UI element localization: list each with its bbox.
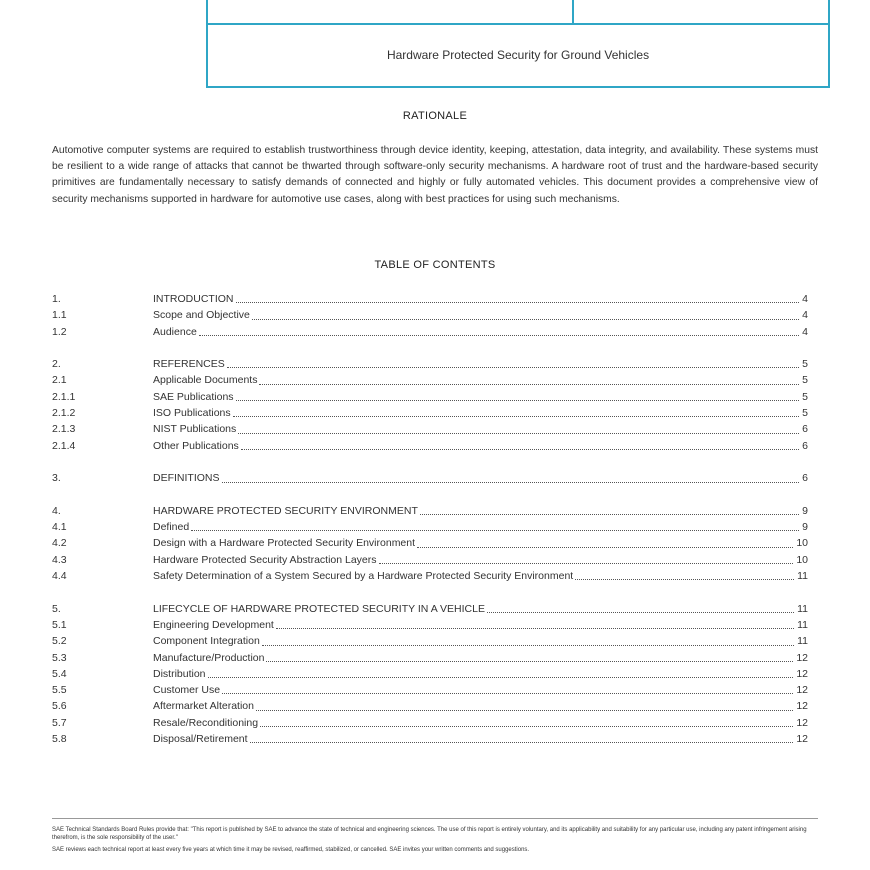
toc-spacer: [52, 584, 808, 600]
toc-entry[interactable]: [52, 438, 808, 454]
toc-entry[interactable]: [52, 307, 808, 323]
toc-entry-title: ISO Publications: [153, 407, 231, 420]
toc-dot-leader: [222, 481, 800, 483]
footer-divider: [52, 818, 818, 819]
toc-entry-page: 6: [802, 423, 808, 436]
footer-paragraph-2: SAE reviews each technical report at least every five years at which time it may be revised, reaffirmed, stabilized, or cancelled. SAE invites your written comments and suggestions.: [52, 847, 530, 853]
toc-entry-title: Hardware Protected Security Abstraction Layers: [153, 553, 377, 566]
toc-entry-title: Engineering Development: [153, 618, 274, 631]
toc-entry-title: Distribution: [153, 667, 206, 680]
toc-entry-number: 1.2: [52, 325, 67, 338]
toc-entry-number: 3.: [52, 472, 61, 485]
toc-entry[interactable]: [52, 731, 808, 747]
toc-entry-title: LIFECYCLE OF HARDWARE PROTECTED SECURITY IN A VEHICLE: [153, 602, 485, 615]
toc-dot-leader: [236, 301, 800, 303]
toc-entry-number: 1.1: [52, 309, 67, 322]
toc-dot-leader: [262, 644, 794, 646]
toc-entry-number: 1.: [52, 293, 61, 305]
toc-entry-title: HARDWARE PROTECTED SECURITY ENVIRONMENT: [153, 504, 418, 517]
toc-entry-number: 5.3: [52, 651, 67, 664]
toc-dot-leader: [379, 562, 794, 564]
toc-entry-title: DEFINITIONS: [153, 472, 220, 485]
toc-entry-page: 12: [796, 733, 808, 746]
toc-entry-number: 4.: [52, 504, 61, 517]
toc-entry-title: Manufacture/Production: [153, 651, 265, 664]
toc-entry-number: 5.1: [52, 618, 67, 631]
toc-dot-leader: [259, 383, 799, 385]
toc-entry-title: Audience: [153, 325, 197, 338]
toc-entry[interactable]: [52, 715, 808, 731]
toc-spacer: [52, 454, 808, 470]
document-title-box: [206, 0, 830, 88]
toc-entry-page: 4: [802, 309, 808, 322]
toc-dot-leader: [191, 529, 799, 531]
toc-entry-number: 4.2: [52, 537, 67, 550]
toc-entry-title: INTRODUCTION: [153, 293, 234, 305]
toc-heading: TABLE OF CONTENTS: [374, 259, 496, 271]
toc-spacer: [52, 340, 808, 356]
toc-entry[interactable]: [52, 601, 808, 617]
toc-entry-title: Safety Determination of a System Secured by a Hardware Protected Security Environment: [153, 570, 574, 583]
toc-entry-number: 4.1: [52, 521, 67, 534]
toc-entry[interactable]: [52, 682, 808, 698]
toc-entry-title: SAE Publications: [153, 390, 234, 403]
toc-entry-title: Scope and Objective: [153, 309, 250, 322]
toc-entry-number: 5.7: [52, 716, 67, 729]
toc-entry[interactable]: [52, 470, 808, 486]
toc-entry-page: 11: [797, 618, 808, 631]
toc-dot-leader: [236, 399, 800, 401]
toc-dot-leader: [222, 692, 793, 694]
document-title: Hardware Protected Security for Ground Vehicles: [386, 48, 650, 62]
toc-dot-leader: [199, 334, 799, 336]
toc-entry-number: 2.1.3: [52, 423, 76, 436]
toc-entry[interactable]: [52, 568, 808, 584]
toc-entry-title: Aftermarket Alteration: [153, 700, 254, 713]
toc-dot-leader: [256, 709, 793, 711]
toc-entry-page: 12: [796, 716, 808, 729]
toc-entry-title: Applicable Documents: [153, 374, 258, 387]
toc-dot-leader: [227, 366, 799, 368]
toc-entry-page: 9: [802, 521, 808, 534]
toc-entry[interactable]: [52, 617, 808, 633]
toc-entry-title: Other Publications: [153, 439, 239, 452]
toc-entry[interactable]: [52, 633, 808, 649]
toc-entry[interactable]: [52, 666, 808, 682]
table-of-contents: [52, 291, 808, 747]
toc-entry-page: 5: [802, 358, 808, 371]
footer-notice: [52, 826, 818, 858]
toc-entry-page: 10: [796, 537, 808, 550]
toc-entry[interactable]: [52, 356, 808, 372]
toc-entry-number: 4.3: [52, 553, 67, 566]
toc-entry[interactable]: [52, 503, 808, 519]
toc-entry[interactable]: [52, 324, 808, 340]
toc-entry[interactable]: [52, 405, 808, 421]
toc-entry-number: 4.4: [52, 570, 67, 583]
title-box-divider: [572, 0, 574, 23]
toc-dot-leader: [487, 611, 794, 613]
toc-entry-number: 2.: [52, 358, 61, 371]
title-box-top-row: [208, 0, 828, 25]
toc-entry-title: REFERENCES: [153, 358, 225, 371]
toc-entry[interactable]: [52, 698, 808, 714]
toc-entry-title: Design with a Hardware Protected Security Environment: [153, 537, 416, 550]
toc-entry-title: Defined: [153, 521, 190, 534]
toc-entry-number: 5.5: [52, 684, 67, 697]
toc-entry[interactable]: [52, 372, 808, 388]
toc-entry-number: 2.1.1: [52, 390, 76, 403]
toc-entry-number: 5.2: [52, 635, 67, 648]
toc-entry-page: 5: [802, 407, 808, 420]
toc-entry-title: Component Integration: [153, 635, 260, 648]
toc-entry-page: 5: [802, 374, 808, 387]
toc-dot-leader: [241, 448, 799, 450]
rationale-body: Automotive computer systems are required to establish trustworthiness through device identity, keeping, attestation, data integrity, and availability. These systems must be resilient to a wide range of attacks that cannot be thwarted through software-only security mechanisms. A hardware root of trust and the hardware-based security primitives are fundamentally necessary to satisfy demands of connected and highly or fully automated vehicles. This document provides a comprehensive view of security mechanisms supported in hardware for automotive use cases, along with best practices for using such mechanisms.: [52, 145, 818, 205]
toc-entry-page: 12: [796, 667, 808, 680]
toc-dot-leader: [575, 578, 794, 580]
toc-dot-leader: [250, 741, 794, 743]
toc-entry-number: 2.1: [52, 374, 67, 387]
toc-entry[interactable]: [52, 291, 808, 307]
toc-entry-page: 4: [802, 325, 808, 338]
toc-entry-number: 5.6: [52, 700, 67, 713]
footer-paragraph-1: SAE Technical Standards Board Rules provide that: "This report is published by SAE to advance the state of technical and engineering sciences. The use of this report is entirely voluntary, and its applicability and suitability for any particular use, including any patent infringement arising therefrom, is the sole responsibility of the user.": [52, 827, 807, 841]
toc-dot-leader: [208, 676, 794, 678]
toc-entry-title: NIST Publications: [153, 423, 237, 436]
toc-entry-number: 2.1.4: [52, 439, 76, 452]
toc-entry-page: 11: [797, 635, 808, 648]
toc-entry-page: 12: [796, 651, 808, 664]
toc-entry[interactable]: [52, 519, 808, 535]
toc-entry-page: 12: [796, 684, 808, 697]
toc-entry-page: 11: [797, 570, 808, 583]
toc-dot-leader: [417, 546, 793, 548]
toc-entry-page: 9: [802, 504, 808, 517]
toc-entry-title: Customer Use: [153, 684, 221, 697]
toc-entry-page: 6: [802, 472, 808, 485]
toc-dot-leader: [233, 415, 800, 417]
toc-entry-number: 2.1.2: [52, 407, 76, 420]
toc-entry-number: 5.: [52, 602, 61, 615]
toc-entry-page: 6: [802, 439, 808, 452]
toc-entry-number: 5.4: [52, 667, 67, 680]
toc-dot-leader: [238, 432, 799, 434]
toc-entry[interactable]: [52, 389, 808, 405]
toc-entry-number: 5.8: [52, 733, 67, 746]
toc-dot-leader: [420, 513, 799, 515]
toc-entry-page: 10: [796, 553, 808, 566]
toc-dot-leader: [276, 627, 794, 629]
toc-spacer: [52, 487, 808, 503]
toc-dot-leader: [266, 660, 793, 662]
toc-entry[interactable]: [52, 552, 808, 568]
toc-entry[interactable]: [52, 421, 808, 437]
toc-entry-title: Resale/Reconditioning: [153, 716, 259, 729]
toc-entry[interactable]: [52, 535, 808, 551]
toc-entry-page: 5: [802, 390, 808, 403]
toc-dot-leader: [260, 725, 793, 727]
toc-dot-leader: [252, 318, 799, 320]
toc-entry-page: 4: [802, 293, 808, 305]
toc-entry-page: 11: [797, 602, 808, 615]
rationale-heading: RATIONALE: [402, 110, 468, 122]
toc-entry-title: Disposal/Retirement: [153, 733, 248, 746]
toc-entry[interactable]: [52, 650, 808, 666]
toc-entry-page: 12: [796, 700, 808, 713]
